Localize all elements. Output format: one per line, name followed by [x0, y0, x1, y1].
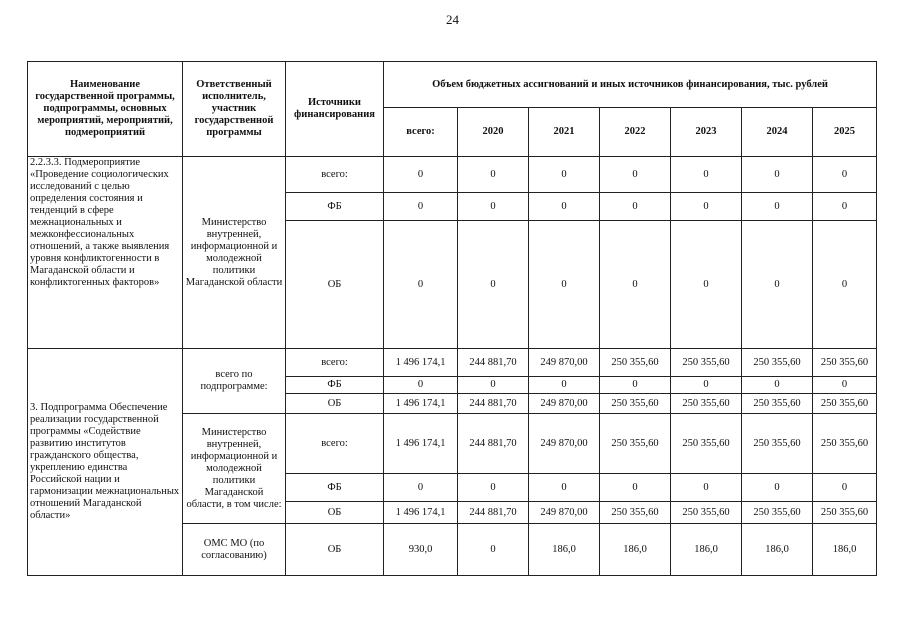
value-cell: 0 — [458, 221, 529, 349]
value-cell: 0 — [813, 221, 877, 349]
value-cell: 0 — [600, 157, 671, 193]
value-cell: 244 881,70 — [458, 349, 529, 377]
value-cell: 250 355,60 — [813, 414, 877, 474]
value-cell: 249 870,00 — [529, 502, 600, 524]
value-cell: 250 355,60 — [671, 414, 742, 474]
value-cell: 0 — [813, 377, 877, 394]
value-cell: 0 — [529, 221, 600, 349]
header-year: 2020 — [458, 108, 529, 157]
value-cell: 0 — [671, 377, 742, 394]
source-cell: ОБ — [286, 394, 384, 414]
table-row — [28, 349, 877, 377]
header-executor: Ответственный исполнитель, участник государственной программы — [183, 62, 286, 157]
header-year: 2023 — [671, 108, 742, 157]
value-cell: 244 881,70 — [458, 502, 529, 524]
value-cell: 0 — [529, 157, 600, 193]
financing-table — [27, 61, 877, 576]
value-cell: 250 355,60 — [813, 502, 877, 524]
value-cell: 250 355,60 — [600, 414, 671, 474]
source-cell: всего: — [286, 157, 384, 193]
value-cell: 0 — [384, 221, 458, 349]
source-cell: ОБ — [286, 221, 384, 349]
executor-cell: всего по подпрограмме: — [183, 349, 286, 414]
source-cell: ФБ — [286, 474, 384, 502]
page-number: 24 — [446, 12, 459, 27]
value-cell: 250 355,60 — [742, 349, 813, 377]
value-cell: 186,0 — [671, 524, 742, 576]
value-cell: 0 — [671, 193, 742, 221]
value-cell: 0 — [529, 377, 600, 394]
source-cell: всего: — [286, 414, 384, 474]
value-cell: 244 881,70 — [458, 414, 529, 474]
header-year: 2024 — [742, 108, 813, 157]
source-cell: ФБ — [286, 193, 384, 221]
value-cell: 186,0 — [813, 524, 877, 576]
activity-name: 2.2.3.3. Подмероприятие «Проведение социологических исследований с целью определения состояния и тенденций в сфере межнациональных и межконфессиональных отношений, а также выявления уровня конфликтогенности в Магаданской области и конфликтогенных факторов» — [28, 157, 183, 349]
value-cell: 0 — [458, 524, 529, 576]
value-cell: 0 — [671, 221, 742, 349]
value-cell: 250 355,60 — [742, 394, 813, 414]
value-cell: 249 870,00 — [529, 394, 600, 414]
value-cell: 930,0 — [384, 524, 458, 576]
value-cell: 250 355,60 — [671, 394, 742, 414]
value-cell: 0 — [671, 157, 742, 193]
value-cell: 250 355,60 — [813, 349, 877, 377]
value-cell: 0 — [600, 474, 671, 502]
value-cell: 0 — [529, 474, 600, 502]
value-cell: 186,0 — [529, 524, 600, 576]
source-cell: всего: — [286, 349, 384, 377]
value-cell: 250 355,60 — [600, 502, 671, 524]
value-cell: 186,0 — [600, 524, 671, 576]
value-cell: 0 — [384, 157, 458, 193]
value-cell: 0 — [529, 193, 600, 221]
value-cell: 249 870,00 — [529, 349, 600, 377]
value-cell: 0 — [458, 157, 529, 193]
header-year: 2025 — [813, 108, 877, 157]
value-cell: 1 496 174,1 — [384, 414, 458, 474]
value-cell: 0 — [458, 474, 529, 502]
value-cell: 0 — [742, 221, 813, 349]
value-cell: 0 — [458, 377, 529, 394]
source-cell: ФБ — [286, 377, 384, 394]
value-cell: 0 — [742, 193, 813, 221]
value-cell: 1 496 174,1 — [384, 394, 458, 414]
value-cell: 250 355,60 — [742, 502, 813, 524]
executor-cell: ОМС МО (по согласованию) — [183, 524, 286, 576]
value-cell: 0 — [384, 377, 458, 394]
value-cell: 0 — [458, 193, 529, 221]
value-cell: 250 355,60 — [742, 414, 813, 474]
executor-cell: Министерство внутренней, информационной и молодежной политики Магаданской области, в том числе: — [183, 414, 286, 524]
value-cell: 0 — [742, 474, 813, 502]
source-cell: ОБ — [286, 524, 384, 576]
header-year: 2021 — [529, 108, 600, 157]
value-cell: 0 — [813, 474, 877, 502]
value-cell: 0 — [384, 193, 458, 221]
value-cell: 0 — [671, 474, 742, 502]
source-cell: ОБ — [286, 502, 384, 524]
value-cell: 0 — [813, 193, 877, 221]
header-year: 2022 — [600, 108, 671, 157]
header-total: всего: — [384, 108, 458, 157]
value-cell: 0 — [600, 193, 671, 221]
value-cell: 1 496 174,1 — [384, 502, 458, 524]
value-cell: 1 496 174,1 — [384, 349, 458, 377]
value-cell: 0 — [813, 157, 877, 193]
value-cell: 249 870,00 — [529, 414, 600, 474]
value-cell: 0 — [600, 221, 671, 349]
subprogram-name: 3. Подпрограмма Обеспечение реализации государственной программы «Содействие развитию институтов гражданского общества, укреплению единства Российской нации и гармонизации межнациональных отношений Магаданской области» — [28, 349, 183, 576]
value-cell: 0 — [742, 377, 813, 394]
value-cell: 250 355,60 — [600, 394, 671, 414]
executor-cell: Министерство внутренней, информационной и молодежной политики Магаданской области — [183, 157, 286, 349]
value-cell: 250 355,60 — [600, 349, 671, 377]
header-sources: Источники финансирования — [286, 62, 384, 157]
header-volume: Объем бюджетных ассигнований и иных источников финансирования, тыс. рублей — [384, 62, 877, 108]
table-row — [28, 157, 877, 193]
value-cell: 186,0 — [742, 524, 813, 576]
value-cell: 0 — [384, 474, 458, 502]
value-cell: 250 355,60 — [813, 394, 877, 414]
value-cell: 250 355,60 — [671, 502, 742, 524]
value-cell: 0 — [742, 157, 813, 193]
header-name: Наименование государственной программы, подпрограммы, основных мероприятий, мероприятий, подмероприятий — [28, 62, 183, 157]
value-cell: 244 881,70 — [458, 394, 529, 414]
value-cell: 250 355,60 — [671, 349, 742, 377]
value-cell: 0 — [600, 377, 671, 394]
